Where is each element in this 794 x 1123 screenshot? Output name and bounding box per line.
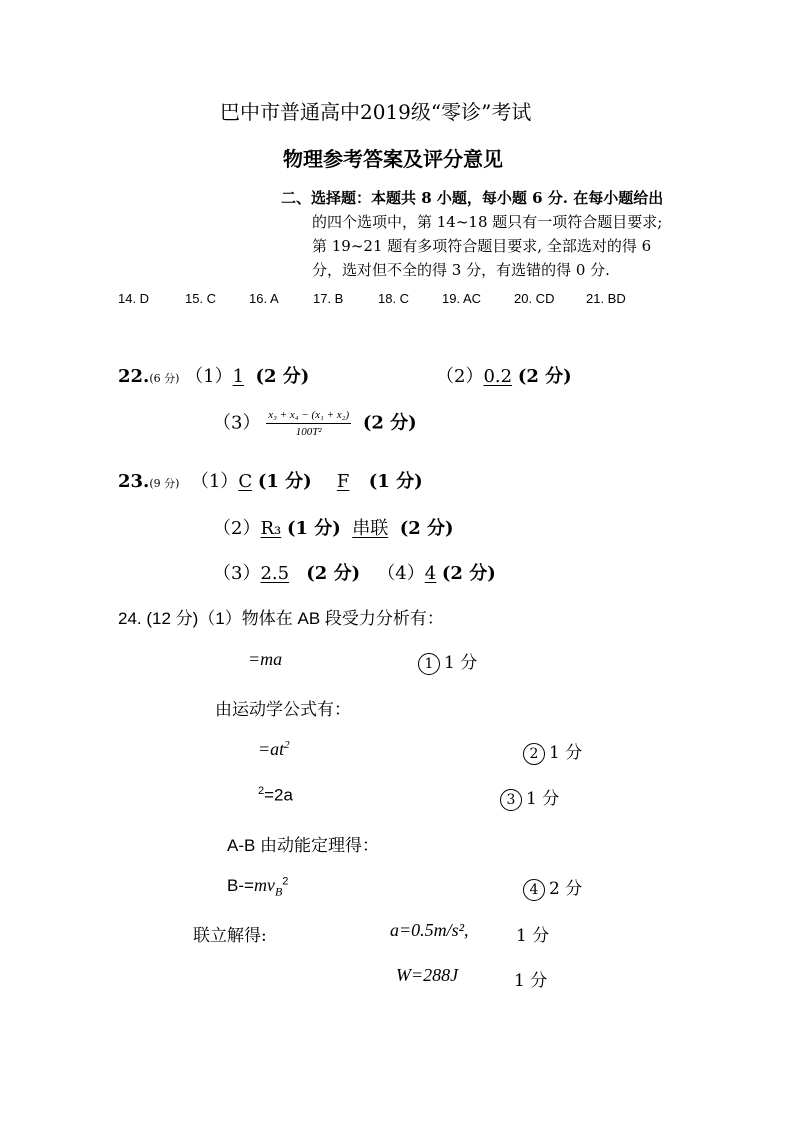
q24-mark3-circle: 3 (500, 789, 522, 811)
q24-eq2 (258, 739, 290, 760)
q23-score: (9 分) (149, 477, 180, 490)
q22-line-1 (118, 362, 309, 388)
q24-result-1: a=0.5m/s², (390, 920, 469, 940)
choice-answer-14: 14. D (118, 291, 150, 306)
q23-p4-label: （4） (377, 563, 425, 584)
q22-line-2 (213, 408, 417, 439)
q24-result-2: W=288J (396, 965, 459, 985)
intro-line-4: 分，选对但不全的得 3 分，有选错的得 0 分. (312, 261, 610, 279)
intro-line-3: 第 19~21 题有多项符合题目要求, 全部选对的得 6 (312, 237, 652, 255)
q23-p2-score-b: (2 分) (399, 518, 454, 539)
q24-intro: 24. (12 分)（1）物体在 AB 段受力分析有： (118, 609, 444, 628)
choice-answer-20: 20. CD (514, 291, 555, 306)
q23-p3-score: (2 分) (306, 563, 361, 584)
page-title: 巴中市普通高中2019级“零诊”考试 (220, 100, 532, 124)
page-subtitle: 物理参考答案及评分意见 (283, 147, 503, 171)
q24-mark4 (523, 874, 582, 901)
intro-text: 二、选择题：本题共 8 小题，每小题 6 分. 在每小题给出 (281, 189, 664, 207)
q24-mark1-circle: 1 (418, 653, 440, 675)
choice-answer-15: 15. C (185, 291, 217, 306)
q24-mark2 (523, 738, 582, 765)
q22-score: (6 分) (149, 372, 180, 385)
q24-eq4-sup: 2 (282, 875, 289, 888)
q24-eq3 (258, 785, 293, 806)
choice-answer-18: 18. C (378, 291, 410, 306)
q23-p1-score-a: (1 分) (257, 471, 312, 492)
choice-answer-21: 21. BD (586, 291, 626, 306)
q24-eq3-sup: 2 (258, 785, 265, 797)
q23-p2-answer-b: 串联 (352, 518, 389, 539)
choice-answer-16: 16. A (249, 291, 279, 306)
q23-p4-score: (2 分) (441, 563, 496, 584)
intro-line-1 (281, 186, 663, 211)
q24-result-2-score: 1 分 (514, 971, 548, 991)
choice-answer-17: 17. B (313, 291, 344, 306)
q23-p2-score-a: (1 分) (286, 518, 341, 539)
q22-p2-score: (2 分) (517, 366, 572, 387)
q22-p3-denominator: 100T² (295, 426, 322, 438)
q24-solve-label: 联立解得: (193, 926, 267, 946)
q22-p3-score: (2 分) (362, 412, 417, 434)
q24-mark3 (500, 784, 559, 811)
q24-mark4-score: 2 分 (549, 879, 583, 899)
q23-line-3 (213, 559, 496, 585)
q23-p2-label: （2） (213, 518, 261, 539)
q24-eq4-text: B-= (227, 876, 254, 895)
q23-p3-label: （3） (213, 563, 261, 584)
q24-mark2-score: 1 分 (549, 743, 583, 763)
q22-p3-label: （3） (213, 412, 261, 434)
q24-eq1: =ma (248, 649, 283, 669)
q22-number: 22. (118, 366, 150, 387)
q23-p3-answer: 2.5 (260, 563, 290, 584)
q22-p2-label: （2） (436, 366, 484, 387)
intro-line-2: 的四个选项中，第 14~18 题只有一项符合题目要求; (312, 213, 663, 231)
q22-line-1b (436, 362, 572, 388)
q22-p1-answer: 1 (232, 366, 245, 387)
q24-mark4-circle: 4 (523, 879, 545, 901)
q24-mark1 (418, 648, 477, 675)
q23-p2-answer-a: R₃ (260, 518, 282, 539)
q22-p2-answer: 0.2 (483, 366, 513, 387)
q23-number: 23. (118, 471, 150, 492)
q22-p1-label: （1） (185, 366, 233, 387)
q24-eq4-sub: B (274, 884, 283, 899)
q24-mark2-circle: 2 (523, 743, 545, 765)
q24-kinematics: 由运动学公式有： (215, 700, 351, 720)
q23-line-2 (213, 514, 454, 540)
q24-mark1-score: 1 分 (444, 653, 478, 673)
q23-p4-answer: 4 (424, 563, 437, 584)
q22-p3-fraction (266, 408, 351, 439)
choice-answer-19: 19. AC (442, 291, 482, 306)
q23-line-1 (118, 467, 423, 493)
q24-result-1-score: 1 分 (516, 926, 550, 946)
q24-ab-theorem: A-B 由动能定理得： (227, 836, 380, 855)
q24-eq2-text: =at (258, 739, 285, 759)
q23-p1-label: （1） (190, 471, 239, 492)
q24-mark3-score: 1 分 (526, 789, 560, 809)
q24-eq3-text: =2a (264, 785, 293, 805)
q22-p1-score: (2 分) (255, 366, 310, 387)
q23-p1-answer-a: C (238, 471, 253, 492)
q24-eq4 (227, 875, 288, 899)
q24-eq2-sup: 2 (284, 739, 290, 751)
q23-p1-answer-b: F (336, 471, 350, 492)
q24-eq4-mv: mv (253, 875, 275, 895)
q23-p1-score-b: (1 分) (368, 471, 423, 492)
q22-p3-numerator: x₃ + x₄ − (x₁ + x₂) (266, 408, 351, 424)
